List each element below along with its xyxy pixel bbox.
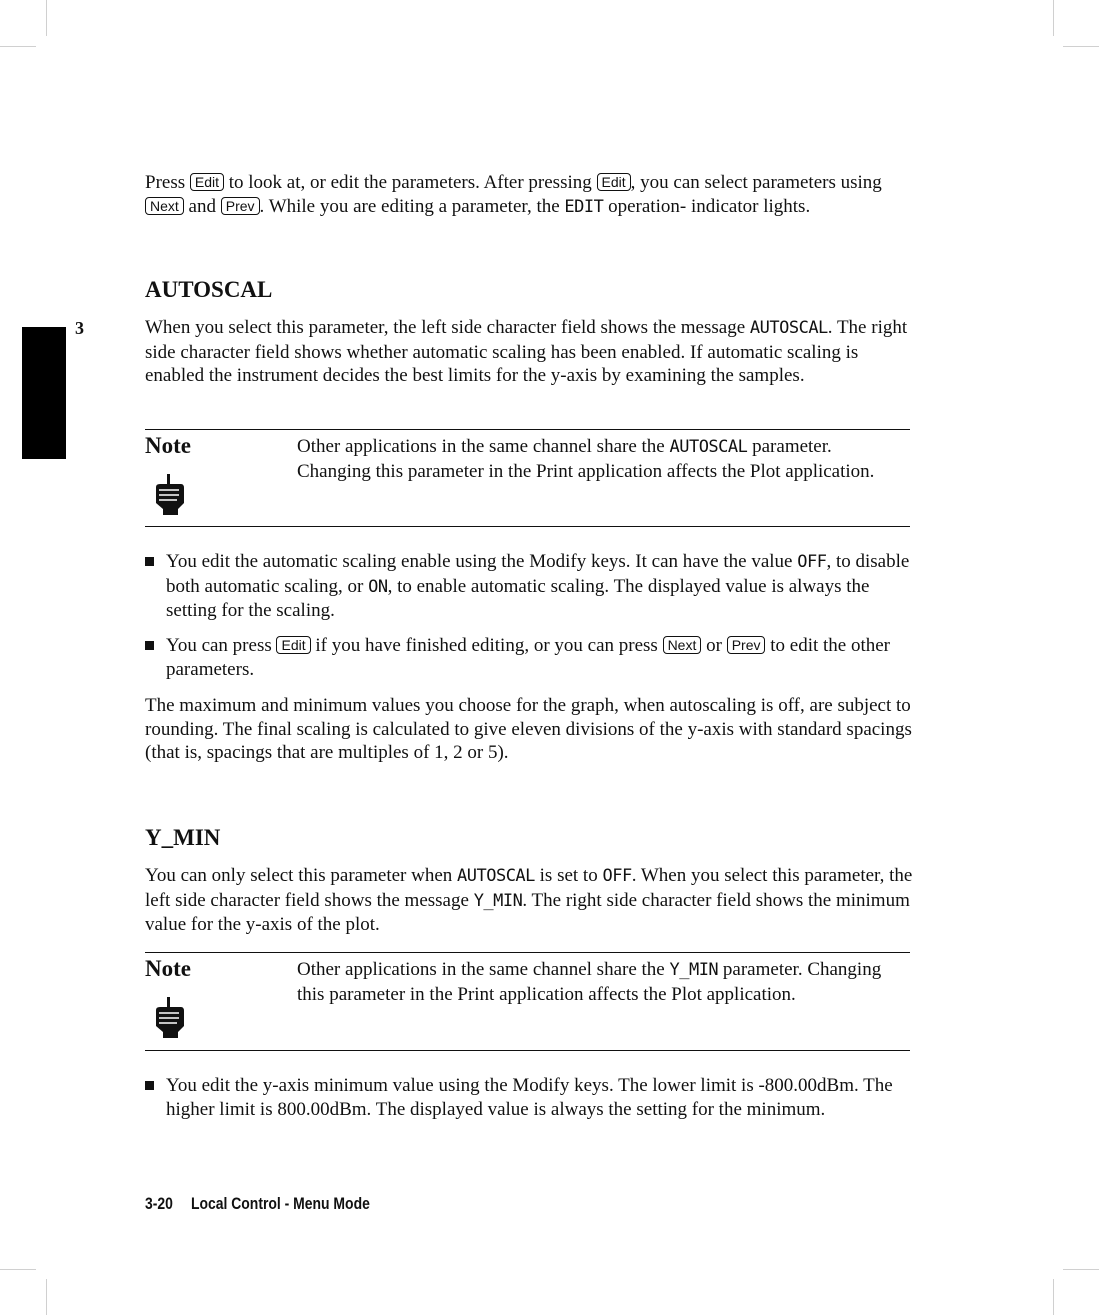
autoscal-heading: AUTOSCAL: [145, 277, 273, 302]
list-item: You can press Edit if you have finished editing, or you can press Next or Prev to edit the other parameters.: [145, 634, 910, 681]
note-label: Note: [145, 956, 191, 981]
edit-key: Edit: [190, 173, 224, 191]
page-number: 3-20: [145, 1194, 173, 1213]
note-rule-bottom: [145, 526, 910, 527]
note-text: Other applications in the same channel share the AUTOSCAL parameter. Changing this parameter in the Print application affects the Plot application.: [297, 436, 875, 482]
autoscal-description: When you select this parameter, the left side character field shows the message AUTOSCAL. The right side character field shows whether automatic scaling has been enabled. If automatic scaling is enabled the instrument decides the best limits for the y-axis by examining the samples.: [145, 317, 908, 387]
pointing-hand-icon: [151, 996, 187, 1038]
note-rule-top: [145, 952, 910, 953]
crop-mark: [1053, 1279, 1054, 1315]
next-key: Next: [145, 197, 184, 215]
edit-key: Edit: [597, 173, 631, 191]
intro-paragraph: Press Edit to look at, or edit the parameters. After pressing Edit , you can select parameters using Next and Prev . While you are editing a parameter, the EDIT operation- indicator lights.: [145, 172, 882, 217]
list-item: You edit the automatic scaling enable using the Modify keys. It can have the value OFF, to disable both automatic scaling, or ON, to enable automatic scaling. The displayed value is always the setting for the scaling.: [145, 550, 910, 623]
note-text: Other applications in the same channel share the Y_MIN parameter. Changing this parameter in the Print application affects the Plot application.: [297, 959, 882, 1005]
crop-mark: [1053, 0, 1054, 36]
crop-mark: [1063, 1269, 1099, 1270]
chapter-number: 3: [75, 318, 84, 338]
list-item: You edit the y-axis minimum value using the Modify keys. The lower limit is -800.00dBm. The higher limit is 800.00dBm. The displayed value is always the setting for the minimum.: [145, 1074, 910, 1121]
crop-mark: [46, 1279, 47, 1315]
crop-mark: [0, 1269, 36, 1270]
next-key: Next: [663, 636, 702, 654]
crop-mark: [0, 46, 36, 47]
ymin-heading: Y_MIN: [145, 825, 221, 850]
chapter-tab: [22, 327, 66, 459]
prev-key: Prev: [727, 636, 766, 654]
crop-mark: [1063, 46, 1099, 47]
ymin-description: You can only select this parameter when AUTOSCAL is set to OFF. When you select this parameter, the left side character field shows the message Y_MIN. The right side character field shows the minimum value for the y-axis of the plot.: [145, 865, 913, 936]
section-title: Local Control - Menu Mode: [190, 1194, 370, 1213]
scaling-paragraph: The maximum and minimum values you choose for the graph, when autoscaling is off, are subject to rounding. The final scaling is calculated to give eleven divisions of the y-axis with standard spacings (that is, spacings that are multiples of 1, 2 or 5).: [145, 695, 912, 764]
note-rule-bottom: [145, 1050, 910, 1051]
crop-mark: [46, 0, 47, 36]
edit-key: Edit: [276, 636, 310, 654]
bullet-square: [145, 1081, 154, 1090]
page-footer: [145, 1194, 370, 1214]
prev-key: Prev: [221, 197, 260, 215]
bullet-square: [145, 641, 154, 650]
bullet-square: [145, 557, 154, 566]
pointing-hand-icon: [151, 473, 187, 515]
note-rule-top: [145, 429, 910, 430]
note-label: Note: [145, 433, 191, 458]
